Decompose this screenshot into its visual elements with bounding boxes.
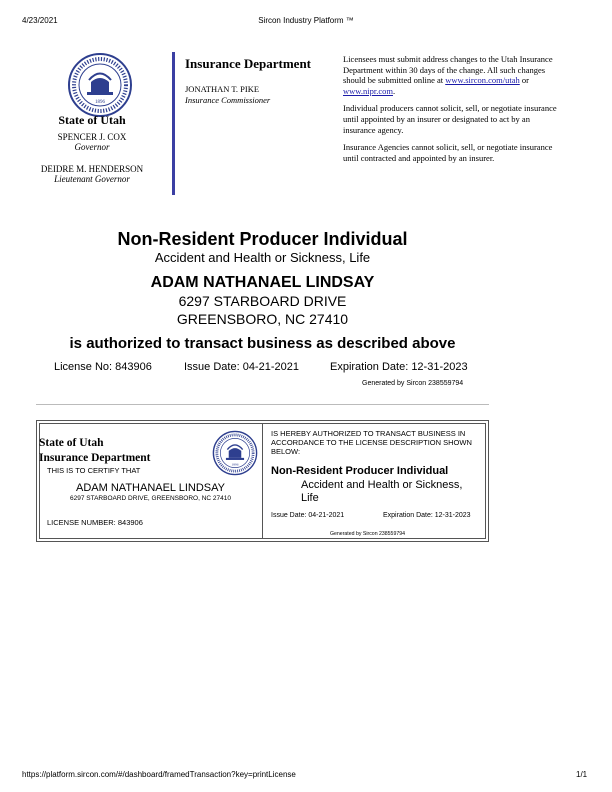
state-name: State of Utah: [58, 113, 126, 127]
card-holder-name: ADAM NATHANAEL LINDSAY: [76, 482, 225, 494]
notice-agencies: Insurance Agencies cannot solicit, sell, or negotiate insurance until contracted and appointed by an insurer.: [343, 142, 553, 163]
notice-individual-producers: Individual producers cannot solicit, sell, or negotiate insurance until appointed by an insurer or designated to act by an insurance agency.: [343, 103, 557, 135]
nipr-link[interactable]: www.nipr.com: [343, 85, 393, 96]
notice-block: [343, 54, 558, 170]
seal-year: 1896: [95, 100, 105, 105]
license-type: Non-Resident Producer Individual: [117, 229, 408, 249]
governor-name: SPENCER J. COX: [57, 132, 127, 142]
card-authorized-text: IS HEREBY AUTHORIZED TO TRANSACT BUSINESS IN ACCORDANCE TO THE LICENSE DESCRIPTION SHOWN BELOW:: [271, 429, 472, 456]
governor-title: Governor: [74, 142, 110, 152]
state-seal-icon: [67, 52, 133, 118]
license-lines: Accident and Health or Sickness, Life: [154, 250, 371, 265]
print-page-number: 1/1: [576, 770, 588, 779]
card-license-lines: Accident and Health or Sickness, Life: [301, 479, 463, 504]
card-issue-date: Issue Date: 04-21-2021: [271, 512, 345, 519]
print-url: https://platform.sircon.com/#/dashboard/framedTransaction?key=printLicense: [22, 770, 296, 779]
holder-name: ADAM NATHANAEL LINDSAY: [150, 274, 375, 291]
card-holder-address: 6297 STARBOARD DRIVE, GREENSBORO, NC 27410: [70, 495, 231, 502]
holder-address-line1: 6297 STARBOARD DRIVE: [178, 293, 347, 309]
commissioner-title: Insurance Commissioner: [185, 95, 271, 105]
card-generated-by: Generated by Sircon 238559794: [330, 531, 405, 537]
card-license-type: Non-Resident Producer Individual: [271, 465, 449, 477]
card-heading: [39, 436, 150, 466]
card-expiration-date: Expiration Date: 12-31-2023: [383, 512, 471, 519]
print-title: Sircon Industry Platform ™: [258, 16, 354, 25]
print-date: 4/23/2021: [22, 16, 58, 25]
commissioner-name: JONATHAN T. PIKE: [185, 84, 260, 94]
card-state: State of Utah: [39, 437, 104, 449]
issue-date: Issue Date: 04-21-2021: [184, 361, 299, 373]
department-name: Insurance Department: [185, 56, 312, 71]
accent-divider: [172, 52, 175, 195]
separator: [36, 404, 489, 405]
expiration-date: Expiration Date: 12-31-2023: [330, 361, 468, 373]
card-certify: THIS IS TO CERTIFY THAT: [47, 466, 141, 475]
license-number: License No: 843906: [54, 361, 152, 373]
card-seal-icon: [212, 430, 258, 476]
authorized-statement: is authorized to transact business as described above: [69, 335, 456, 352]
card-license-number: LICENSE NUMBER: 843906: [47, 518, 143, 527]
notice-address-change: Licensees must submit address changes to the Utah Insurance Department within 30 days of the change. All such changes should be submitted online at www.sircon.com/utah or www.nipr.com.: [343, 54, 553, 96]
sircon-link[interactable]: www.sircon.com/utah: [445, 75, 520, 86]
card-department: Insurance Department: [39, 452, 151, 464]
license-card-divider: [262, 423, 263, 539]
holder-address-line2: GREENSBORO, NC 27410: [176, 311, 349, 327]
generated-by: Generated by Sircon 238559794: [362, 380, 464, 387]
lt-governor-title: Lieutenant Governor: [54, 174, 130, 184]
card-seal-year: 1896: [231, 462, 239, 467]
lt-governor-name: DEIDRE M. HENDERSON: [40, 164, 144, 174]
